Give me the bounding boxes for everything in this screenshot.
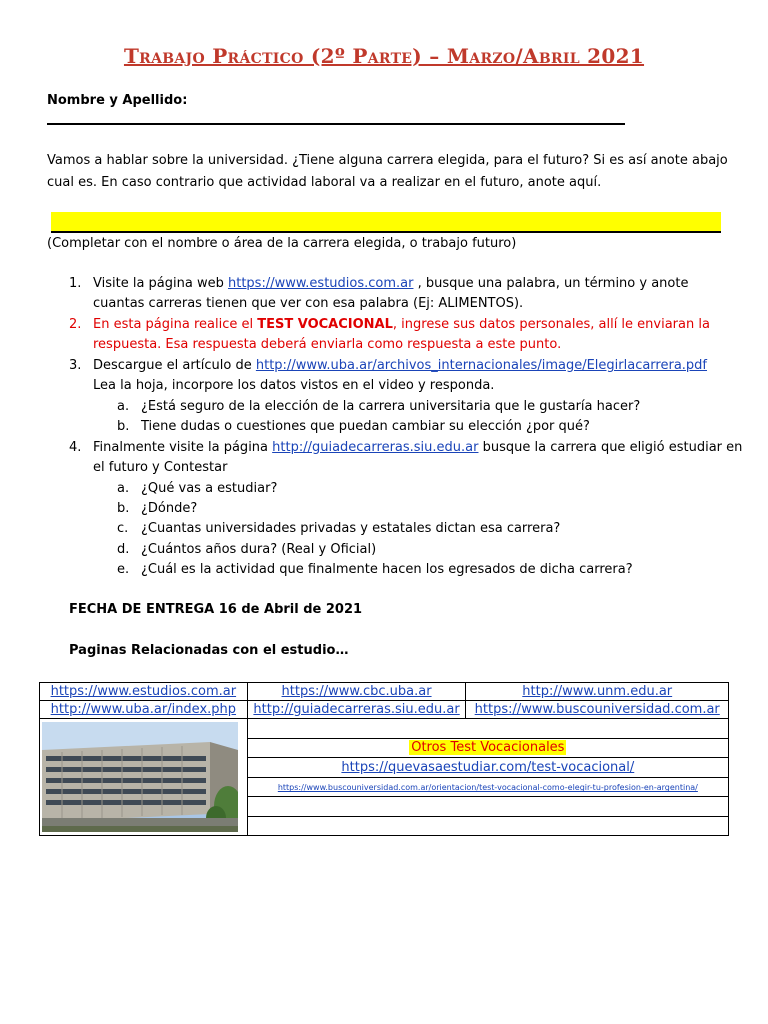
- table-cell: [247, 816, 728, 836]
- item-2-line-1: [93, 314, 710, 335]
- table-cell: [247, 719, 728, 739]
- buscouniversidad-link[interactable]: https://www.buscouniversidad.com.ar: [474, 702, 720, 717]
- intro-line-1: Vamos a hablar sobre la universidad. ¿Tiene alguna carrera elegida, para el futuro? Si es así anote abajo: [47, 153, 728, 168]
- cbc-uba-link[interactable]: https://www.cbc.uba.ar: [281, 684, 432, 699]
- sub-mark: c.: [117, 521, 129, 536]
- related-pages-heading: Paginas Relacionadas con el estudio…: [69, 643, 349, 658]
- item-1-line-1: [93, 273, 688, 294]
- item-4-sub-d: ¿Cuántos años dura? (Real y Oficial): [141, 542, 377, 557]
- item-4-text-a: Finalmente visite la página: [93, 440, 273, 455]
- item-4-sub-e: ¿Cuál es la actividad que finalmente hacen los egresados de dicha carrera?: [141, 562, 633, 577]
- name-label: Nombre y Apellido:: [47, 93, 188, 108]
- sub-mark: b.: [117, 501, 130, 516]
- item-2-line-2: respuesta. Esa respuesta deberá enviarla como respuesta a este punto.: [93, 337, 562, 352]
- item-1-text-b: , busque una palabra, un término y anote: [413, 276, 689, 291]
- sub-mark: b.: [117, 419, 130, 434]
- answer-hint: (Completar con el nombre o área de la carrera elegida, o trabajo futuro): [47, 236, 517, 251]
- table-cell: [247, 738, 728, 758]
- sub-mark: e.: [117, 562, 130, 577]
- estudios-table-link[interactable]: https://www.estudios.com.ar: [50, 684, 237, 699]
- item-3-text-a: Descargue el artículo de: [93, 358, 256, 373]
- item-4-sub-c: ¿Cuantas universidades privadas y estatales dictan esa carrera?: [141, 521, 561, 536]
- table-cell: [247, 701, 466, 719]
- table-cell: [247, 683, 466, 701]
- uba-pdf-link[interactable]: http://www.uba.ar/archivos_internacionales/image/Elegirlacarrera.pdf: [255, 358, 708, 373]
- sub-mark: d.: [117, 542, 130, 557]
- intro-line-2: cual es. En caso contrario que actividad laboral va a realizar en el futuro, anote aquí.: [47, 175, 602, 190]
- guiadecarreras-link[interactable]: http://guiadecarreras.siu.edu.ar: [272, 440, 479, 455]
- item-2-text-a: En esta página realice el: [93, 317, 258, 332]
- answer-highlight-line: [51, 212, 721, 233]
- table-row: [40, 701, 729, 719]
- item-number: 3.: [69, 358, 82, 373]
- table-cell: [247, 797, 728, 817]
- item-4-line-1: [93, 437, 742, 458]
- item-1-text-a: Visite la página web: [93, 276, 228, 291]
- table-cell: [466, 683, 729, 701]
- university-building-image: [42, 722, 238, 832]
- test-vocacional-label: TEST VOCACIONAL: [257, 317, 393, 332]
- item-4-text-b: busque la carrera que eligió estudiar en: [478, 440, 743, 455]
- item-number: 4.: [69, 440, 82, 455]
- name-fill-line: [47, 123, 625, 125]
- table-cell: [40, 683, 248, 701]
- buscouniversidad-test-link[interactable]: https://www.buscouniversidad.com.ar/orientacion/test-vocacional-como-elegir-tu-profesion-en-argentina/: [277, 783, 698, 793]
- links-table: [39, 682, 729, 836]
- item-4-sub-b: ¿Dónde?: [141, 501, 198, 516]
- item-4-line-2: el futuro y Contestar: [93, 460, 228, 475]
- table-row: [40, 719, 729, 739]
- image-cell: [40, 719, 248, 836]
- guiadecarreras-table-link[interactable]: http://guiadecarreras.siu.edu.ar: [253, 702, 460, 717]
- item-1-line-2: cuantas carreras tienen que ver con esa palabra (Ej: ALIMENTOS).: [93, 296, 524, 311]
- estudios-link[interactable]: https://www.estudios.com.ar: [227, 276, 414, 291]
- table-cell: [40, 701, 248, 719]
- table-row: [40, 683, 729, 701]
- table-cell: [466, 701, 729, 719]
- uba-index-link[interactable]: http://www.uba.ar/index.php: [50, 702, 237, 717]
- quevasaestudiar-link[interactable]: https://quevasaestudiar.com/test-vocacional/: [341, 759, 635, 775]
- item-3-line-2: Lea la hoja, incorpore los datos vistos en el video y responda.: [93, 378, 495, 393]
- sub-mark: a.: [117, 399, 130, 414]
- item-3-sub-b: Tiene dudas o cuestiones que puedan cambiar su elección ¿por qué?: [141, 419, 590, 434]
- sub-mark: a.: [117, 481, 130, 496]
- table-cell: [247, 758, 728, 778]
- item-3-line-1: [93, 355, 707, 376]
- item-number: 2.: [69, 317, 82, 332]
- unm-link[interactable]: http://www.unm.edu.ar: [522, 684, 673, 699]
- item-number: 1.: [69, 276, 82, 291]
- other-tests-heading: Otros Test Vocacionales: [411, 740, 565, 756]
- item-2-text-b: , ingrese sus datos personales, allí le enviaran la: [392, 317, 710, 332]
- item-3-sub-a: ¿Está seguro de la elección de la carrera universitaria que le gustaría hacer?: [141, 399, 641, 414]
- table-cell: [247, 777, 728, 797]
- due-date: FECHA DE ENTREGA 16 de Abril de 2021: [69, 602, 363, 617]
- page-title: Trabajo Práctico (2º Parte) – Marzo/Abril 2021: [123, 44, 645, 68]
- item-4-sub-a: ¿Qué vas a estudiar?: [141, 481, 278, 496]
